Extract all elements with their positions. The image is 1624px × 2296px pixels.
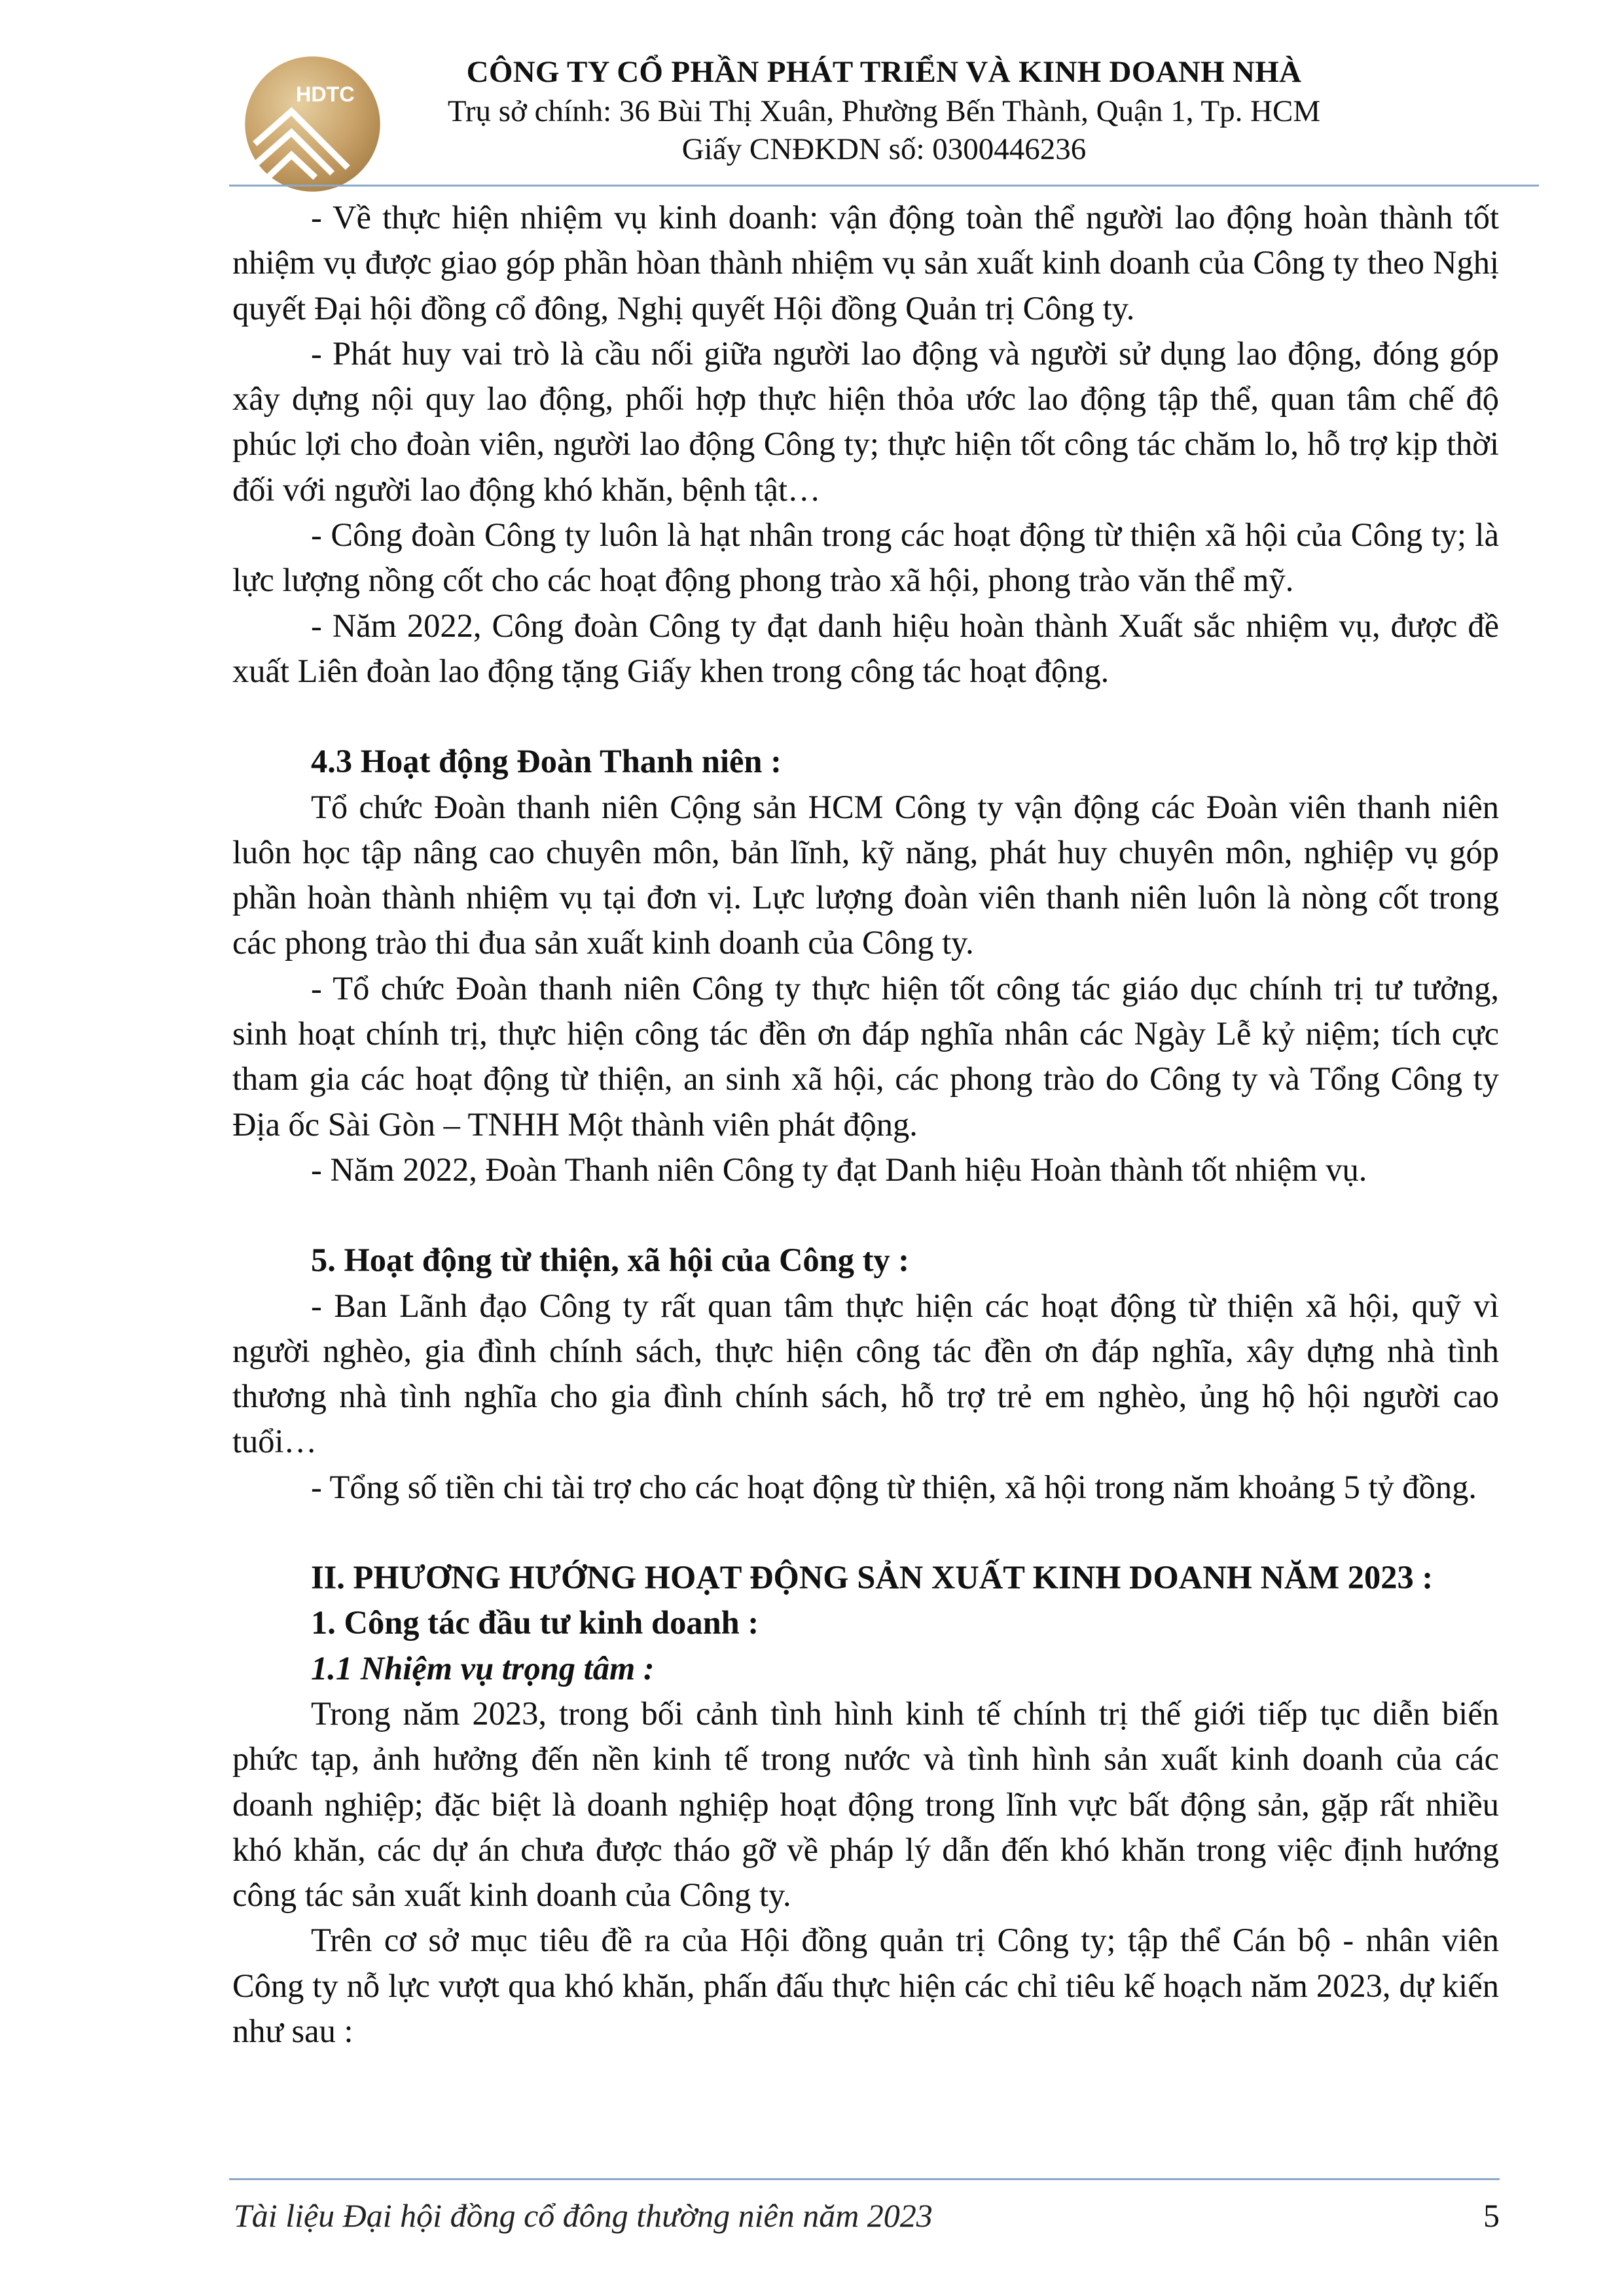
- section-heading: 4.3 Hoạt động Đoàn Thanh niên :: [311, 743, 782, 780]
- business-registration: Giấy CNĐKDN số: 0300446236: [681, 132, 1087, 166]
- paragraph: - Công đoàn Công ty luôn là hạt nhân trong các hoạt động từ thiện xã hội của Công ty; là lực lượng nồng cốt cho các hoạt động phong trào xã hội, phong trào văn thể mỹ.: [232, 516, 1499, 599]
- spacer: [232, 1510, 1499, 1555]
- spacer: [232, 1193, 1499, 1238]
- footer-divider: [229, 2178, 1500, 2180]
- paragraph: - Tổ chức Đoàn thanh niên Công ty thực hiện tốt công tác giáo dục chính trị tư tưởng, sinh hoạt chính trị, thực hiện công tác đền ơn đáp nghĩa nhân các Ngày Lễ kỷ niệm; tích cực tham gia các hoạt động từ thiện, an sinh xã hội, các phong trào do Công ty và Tổng Công ty Địa ốc Sài Gòn – TNHH Một thành viên phát động.: [232, 969, 1499, 1143]
- paragraph: - Về thực hiện nhiệm vụ kinh doanh: vận động toàn thể người lao động hoàn thành tốt nhiệm vụ được giao góp phần hòan thành nhiệm vụ sản xuất kinh doanh của Công ty theo Nghị quyết Đại hội đồng cổ đông, Nghị quyết Hội đồng Quản trị Công ty.: [232, 199, 1499, 327]
- subsection-heading: 1.1 Nhiệm vụ trọng tâm :: [311, 1649, 655, 1687]
- paragraph: Trong năm 2023, trong bối cảnh tình hình kinh tế chính trị thế giới tiếp tục diễn biến phức tạp, ảnh hưởng đến nền kinh tế trong nước và tình hình sản xuất kinh doanh của các doanh nghiệp; đặc biệt là doanh nghiệp hoạt động trong lĩnh vực bất động sản, gặp rất nhiều khó khăn, các dự án chưa được tháo gỡ về pháp lý dẫn đến khó khăn trong việc định hướng công tác sản xuất kinh doanh của Công ty.: [232, 1695, 1499, 1914]
- paragraph: - Tổng số tiền chi tài trợ cho các hoạt động từ thiện, xã hội trong năm khoảng 5 tỷ đồng.: [311, 1468, 1477, 1505]
- paragraph: - Năm 2022, Công đoàn Công ty đạt danh hiệu hoàn thành Xuất sắc nhiệm vụ, được đề xuất Liên đoàn lao động tặng Giấy khen trong công tác hoạt động.: [232, 607, 1499, 689]
- header-divider: [229, 185, 1539, 187]
- paragraph: Trên cơ sở mục tiêu đề ra của Hội đồng quản trị Công ty; tập thể Cán bộ - nhân viên Công ty nỗ lực vượt qua khó khăn, phấn đấu thực hiện các chỉ tiêu kế hoạch năm 2023, dự kiến như sau :: [232, 1922, 1499, 2049]
- paragraph: - Phát huy vai trò là cầu nối giữa người lao động và người sử dụng lao động, đóng góp xây dựng nội quy lao động, phối hợp thực hiện thỏa ước lao động tập thể, quan tâm chế độ phúc lợi cho đoàn viên, người lao động Công ty; thực hiện tốt công tác chăm lo, hỗ trợ kịp thời đối với người lao động khó khăn, bệnh tật…: [232, 334, 1499, 508]
- paragraph: Tổ chức Đoàn thanh niên Cộng sản HCM Công ty vận động các Đoàn viên thanh niên luôn học tập nâng cao chuyên môn, bản lĩnh, kỹ năng, phát huy chuyên môn, nghiệp vụ góp phần hoàn thành nhiệm vụ tại đơn vị. Lực lượng đoàn viên thanh niên luôn là nòng cốt trong các phong trào thi đua sản xuất kinh doanh của Công ty.: [232, 788, 1499, 961]
- paragraph: - Năm 2022, Đoàn Thanh niên Công ty đạt Danh hiệu Hoàn thành tốt nhiệm vụ.: [311, 1151, 1367, 1188]
- company-logo: [242, 54, 383, 194]
- spacer: [232, 694, 1499, 739]
- section-heading: 5. Hoạt động từ thiện, xã hội của Công ty :: [311, 1242, 910, 1279]
- company-address: Trụ sở chính: 36 Bùi Thị Xuân, Phường Bến Thành, Quận 1, Tp. HCM: [447, 94, 1321, 128]
- paragraph: - Ban Lãnh đạo Công ty rất quan tâm thực hiện các hoạt động từ thiện xã hội, quỹ vì người nghèo, gia đình chính sách, thực hiện công tác đền ơn đáp nghĩa, xây dựng nhà tình thương nhà tình nghĩa cho gia đình chính sách, hỗ trợ trẻ em nghèo, ủng hộ hội người cao tuổi…: [232, 1287, 1499, 1460]
- footer-document-title: Tài liệu Đại hội đồng cổ đông thường niên năm 2023: [234, 2197, 933, 2234]
- logo-text: HDTC: [296, 82, 355, 107]
- company-name: CÔNG TY CỔ PHẦN PHÁT TRIỂN VÀ KINH DOANH NHÀ: [466, 55, 1302, 89]
- page-number: 5: [1483, 2197, 1500, 2234]
- chapter-heading: II. PHƯƠNG HƯỚNG HOẠT ĐỘNG SẢN XUẤT KINH DOANH NĂM 2023 :: [311, 1559, 1434, 1596]
- document-body: [232, 195, 1499, 2054]
- section-heading: 1. Công tác đầu tư kinh doanh :: [311, 1604, 759, 1641]
